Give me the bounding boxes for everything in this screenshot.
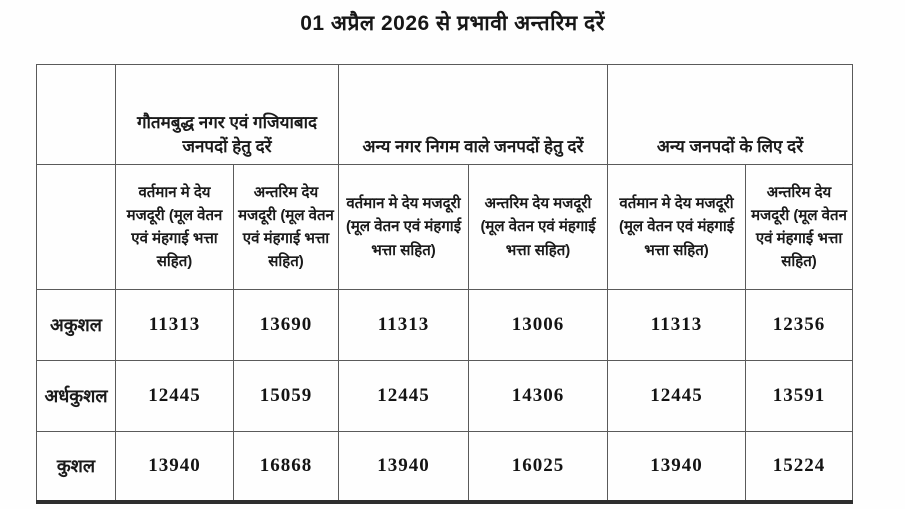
cell-value: 11313 xyxy=(339,290,469,361)
cell-value: 13940 xyxy=(116,432,234,502)
table-row-skilled xyxy=(37,432,853,502)
table-row-semiskilled xyxy=(37,361,853,432)
cell-value: 14306 xyxy=(469,361,608,432)
cell-value: 12356 xyxy=(746,290,853,361)
row-label-semiskilled: अर्धकुशल xyxy=(37,361,116,432)
cell-value: 15224 xyxy=(746,432,853,502)
corner-cell xyxy=(37,65,116,165)
subheader-current-wage-g2: वर्तमान मे देय मजदूरी (मूल वेतन एवं मंहगाई भत्ता सहित) xyxy=(339,165,469,290)
cell-value: 11313 xyxy=(116,290,234,361)
cell-value: 12445 xyxy=(608,361,746,432)
wage-rates-table xyxy=(36,64,853,504)
cell-value: 13940 xyxy=(339,432,469,502)
label-column-spacer xyxy=(37,165,116,290)
row-label-skilled: कुशल xyxy=(37,432,116,502)
table-row-unskilled xyxy=(37,290,853,361)
subheader-interim-wage-g3: अन्तरिम देय मजदूरी (मूल वेतन एवं मंहगाई भत्ता सहित) xyxy=(746,165,853,290)
cell-value: 13690 xyxy=(234,290,339,361)
group-header-gautambudh-ghaziabad: गौतमबुद्ध नगर एवं गजियाबाद जनपदों हेतु दरें xyxy=(116,65,339,165)
group-header-row xyxy=(37,65,853,165)
subheader-row xyxy=(37,165,853,290)
cell-value: 12445 xyxy=(339,361,469,432)
cell-value: 13006 xyxy=(469,290,608,361)
subheader-current-wage-g1: वर्तमान मे देय मजदूरी (मूल वेतन एवं मंहगाई भत्ता सहित) xyxy=(116,165,234,290)
cell-value: 11313 xyxy=(608,290,746,361)
row-label-unskilled: अकुशल xyxy=(37,290,116,361)
page-title: 01 अप्रैल 2026 से प्रभावी अन्तरिम दरें xyxy=(300,12,605,35)
subheader-interim-wage-g1: अन्तरिम देय मजदूरी (मूल वेतन एवं मंहगाई भत्ता सहित) xyxy=(234,165,339,290)
cell-value: 16868 xyxy=(234,432,339,502)
cell-value: 13591 xyxy=(746,361,853,432)
group-header-other-districts: अन्य जनपदों के लिए दरें xyxy=(608,65,853,165)
subheader-current-wage-g3: वर्तमान मे देय मजदूरी (मूल वेतन एवं मंहगाई भत्ता सहित) xyxy=(608,165,746,290)
subheader-interim-wage-g2: अन्तरिम देय मजदूरी (मूल वेतन एवं मंहगाई भत्ता सहित) xyxy=(469,165,608,290)
cell-value: 16025 xyxy=(469,432,608,502)
cell-value: 15059 xyxy=(234,361,339,432)
group-header-other-municipal: अन्य नगर निगम वाले जनपदों हेतु दरें xyxy=(339,65,608,165)
cell-value: 13940 xyxy=(608,432,746,502)
cell-value: 12445 xyxy=(116,361,234,432)
